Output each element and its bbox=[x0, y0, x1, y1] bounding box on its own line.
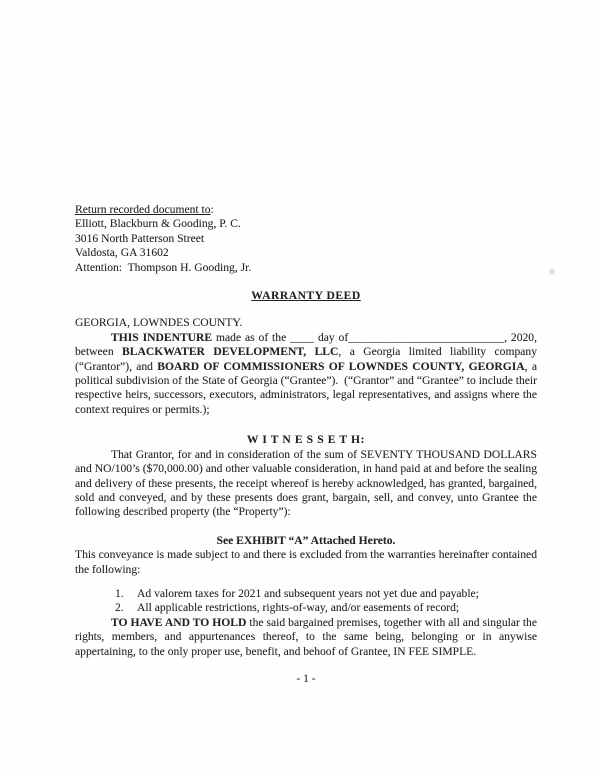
habendum-paragraph bbox=[75, 616, 537, 659]
grantee-name-bold: BOARD OF COMMISSIONERS OF LOWNDES COUNTY, GEORGIA bbox=[157, 359, 525, 373]
list-item bbox=[115, 587, 537, 601]
grantor-description-text: , a Georgia limited liability company (“Grantor”), and bbox=[75, 345, 537, 373]
indenture-year-text: , 2020, between bbox=[75, 330, 537, 359]
list-item-number: 2. bbox=[115, 601, 124, 615]
list-item bbox=[115, 601, 537, 615]
indenture-lead-bold: THIS INDENTURE bbox=[111, 330, 213, 344]
county-caption: GEORGIA, LOWNDES COUNTY. bbox=[75, 316, 243, 330]
exclusions-list bbox=[75, 587, 537, 616]
return-address-firm: Elliott, Blackburn & Gooding, P. C. bbox=[75, 217, 241, 231]
list-item-number: 1. bbox=[115, 586, 124, 600]
indenture-dayof-text: day of bbox=[314, 330, 349, 344]
consideration-paragraph: That Grantor, for and in consideration of the sum of SEVENTY THOUSAND DOLLARS and NO/100’s ($70,000.00) and other valuable consideration, in hand paid at and before the sealing and delivery of these presents, the receipt whereof is hereby acknowledged, has granted, bargained, sold and conveyed, and by these presents does grant, bargain, sell, and convey, unto Grantee the following described property (the “Property”): bbox=[75, 447, 537, 519]
habendum-text: the said bargained premises, together with all and singular the rights, members, and appurtenances thereof, to the same being, belonging or in anywise appertaining, to the only proper use, benefit, and behoof of Grantee, IN FEE SIMPLE. bbox=[75, 615, 537, 658]
exhibit-reference-line: See EXHIBIT “A” Attached Hereto. bbox=[216, 533, 396, 547]
return-address-attention: Attention: Thompson H. Gooding, Jr. bbox=[75, 260, 252, 274]
return-address-heading-colon: : bbox=[210, 203, 214, 216]
list-item-text: Ad valorem taxes for 2021 and subsequent years not yet due and payable; bbox=[137, 586, 479, 600]
return-address-heading-text: Return recorded document to bbox=[75, 203, 211, 216]
return-address-street: 3016 North Patterson Street bbox=[75, 231, 205, 245]
grantee-description-text: , a political subdivision of the State of Georgia (“Grantee”). (“Grantor” and “Grantee” to include their respective heirs, successors, executors, administrators, legal representatives, and assigns where the context requires or permits.); bbox=[75, 359, 537, 416]
document-title: WARRANTY DEED bbox=[251, 289, 361, 303]
grantor-name-bold: BLACKWATER DEVELOPMENT, LLC bbox=[122, 345, 339, 359]
page-number: - 1 - bbox=[296, 671, 316, 685]
indenture-made-text: made as of the bbox=[212, 330, 291, 344]
day-blank-line: ____ bbox=[290, 330, 315, 344]
exclusions-intro-paragraph: This conveyance is made subject to and there is excluded from the warranties hereinafter contained the following: bbox=[75, 548, 537, 576]
return-address-city: Valdosta, GA 31602 bbox=[75, 246, 169, 260]
habendum-lead-bold: TO HAVE AND TO HOLD bbox=[111, 615, 247, 629]
indenture-paragraph bbox=[75, 331, 537, 417]
list-item-text: All applicable restrictions, rights-of-way, and/or easements of record; bbox=[137, 601, 460, 615]
witnesseth-heading: W I T N E S S E T H: bbox=[246, 433, 366, 447]
return-address-block bbox=[75, 203, 537, 275]
scan-artifact bbox=[548, 268, 556, 275]
month-blank-line: __________________________ bbox=[348, 330, 505, 344]
return-address-heading bbox=[75, 203, 537, 217]
